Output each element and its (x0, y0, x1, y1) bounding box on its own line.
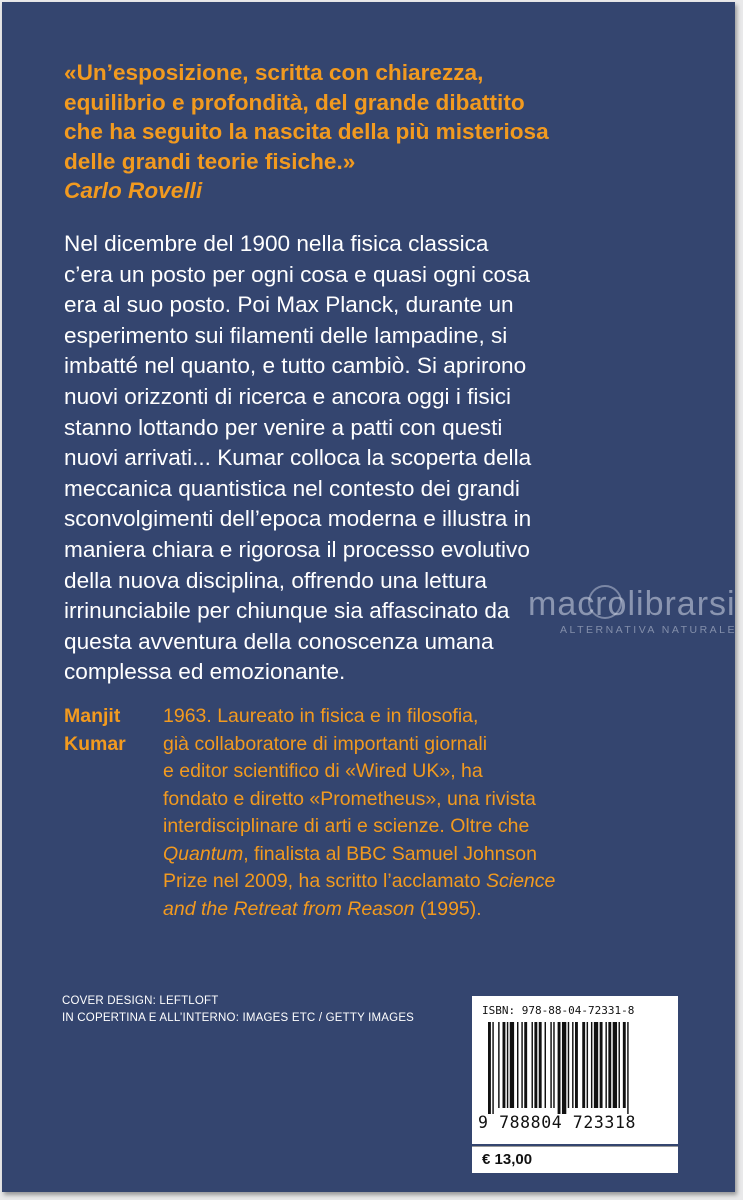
description-line: nuovi orizzonti di ricerca e ancora oggi i fisici (64, 383, 512, 409)
description-line: era al suo posto. Poi Max Planck, durante un (64, 292, 514, 318)
isbn-text: ISBN: 978-88-04-72331-8 (482, 1004, 635, 1017)
quote-line: delle grandi teorie fisiche.» (64, 148, 356, 174)
description-line: stanno lottando per venire a patti con questi (64, 414, 503, 440)
description-line: c’era un posto per ogni cosa e quasi ogni cosa (64, 261, 530, 287)
bio-line: 1963. Laureato in fisica e in filosofia, (163, 705, 479, 727)
description-line: nuovi arrivati... Kumar colloca la scoperta della (64, 445, 532, 471)
image-credit: IN COPERTINA E ALL’INTERNO: IMAGES ETC / GETTY IMAGES (62, 1012, 415, 1024)
barcode-label (472, 996, 678, 1144)
bio-line: fondato e diretto «Prometheus», una rivista (163, 787, 536, 810)
quote-line: «Un’esposizione, scritta con chiarezza, (64, 60, 484, 85)
cover-design-credit: COVER DESIGN: LEFTLOFT (62, 995, 219, 1007)
quote-author: Carlo Rovelli (64, 178, 203, 203)
description-line: della nuova disciplina, offrendo una lettura (64, 567, 487, 593)
description-line: complessa ed emozionante. (64, 659, 346, 685)
description-line: sconvolgimenti dell’epoca moderna e illustra in (64, 506, 532, 532)
description-line: esperimento sui filamenti delle lampadine, si (64, 322, 508, 348)
bio-line: (1995). (414, 897, 482, 920)
bio-book-title: Quantum (163, 842, 244, 865)
bio-line: interdisciplinare di arti e scienze. Oltre che (163, 815, 530, 837)
bio-line: , finalista al BBC Samuel Johnson (243, 842, 537, 865)
cover-credits (62, 993, 462, 1027)
author-name (64, 703, 174, 758)
description-line: meccanica quantistica nel contesto dei grandi (64, 475, 520, 501)
book-back-cover (2, 2, 735, 1192)
quote-line: equilibrio e profondità, del grande dibattito (64, 89, 525, 115)
description-line: Nel dicembre del 1900 nella fisica classica (64, 231, 489, 256)
barcode-digits: 9 788804 723318 (478, 1113, 637, 1132)
description-line: irrinunciabile per chiunque sia affascinato da (64, 598, 510, 624)
quote-line: che ha seguito la nascita della più misteriosa (64, 119, 549, 144)
bio-line: e editor scientifico di «Wired UK», ha (163, 760, 483, 782)
price: € 13,00 (482, 1151, 533, 1168)
bio-book-title: and the Retreat from Reason (163, 897, 415, 920)
author-bio (163, 703, 723, 923)
description-line: maniera chiara e rigorosa il processo evolutivo (64, 536, 530, 562)
description-line: questa avventura della conoscenza umana (64, 628, 494, 654)
bio-line: già collaboratore di importanti giornali (163, 732, 488, 755)
watermark-tagline: ALTERNATIVA NATURALE (560, 624, 737, 636)
description-line: imbatté nel quanto, e tutto cambiò. Si aprirono (64, 353, 527, 379)
price-label (472, 1146, 678, 1173)
bio-line: Prize nel 2009, ha scritto l’acclamato (163, 870, 486, 892)
barcode-icon (488, 1022, 664, 1114)
bio-book-title: Science (486, 870, 556, 892)
author-first-name: Manjit (64, 705, 121, 727)
watermark-brand: macrolibrarsi (528, 585, 736, 623)
author-last-name: Kumar (64, 732, 126, 755)
review-quote (64, 58, 704, 206)
